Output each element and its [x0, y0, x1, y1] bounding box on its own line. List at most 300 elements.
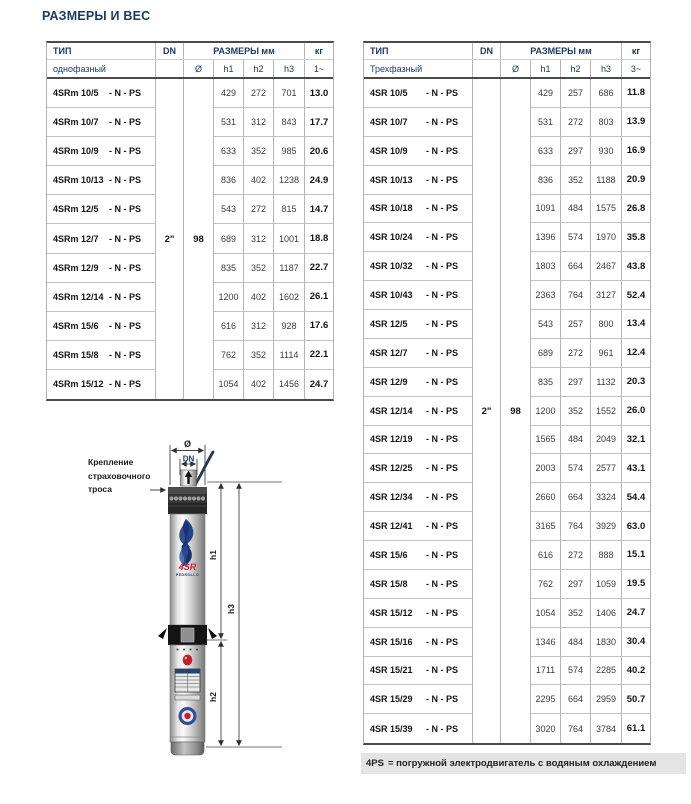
certification-emblem: [179, 707, 197, 725]
cell-h1: 2295: [531, 685, 561, 714]
cell-weight: 26.1: [305, 283, 333, 312]
h2-label: h2: [208, 692, 218, 702]
model-suffix: - N - PS: [426, 116, 459, 127]
table-row: [364, 570, 650, 599]
col-subheader-diameter: Ø: [501, 60, 531, 77]
cell-h1: 762: [531, 570, 561, 599]
cell-type: [364, 628, 473, 657]
cell-h3: 1602: [274, 283, 305, 312]
col-header-type: ТИП: [47, 43, 156, 59]
model-suffix: - N - PS: [426, 232, 459, 243]
model-code: 4SR 15/8: [370, 578, 408, 589]
footnote-text: = погружной электродвигатель с водяным охлаждением: [387, 758, 657, 769]
cell-h1: 835: [214, 254, 244, 283]
cell-h2: 312: [244, 224, 274, 253]
model-code: 4SR 12/5: [370, 318, 408, 329]
model-suffix: - N - PS: [426, 723, 459, 734]
cell-h1: 1091: [531, 195, 561, 224]
cell-type: [364, 368, 473, 397]
cell-diameter: [501, 454, 531, 483]
pump-head: [168, 487, 207, 514]
motor-label-strip: [175, 695, 200, 700]
cell-dn: [473, 339, 501, 368]
cell-weight: 22.1: [305, 341, 333, 370]
cell-h3: 1575: [591, 195, 622, 224]
col-header-dimensions: РАЗМЕРЫ мм: [184, 43, 305, 59]
table-row: [364, 137, 650, 166]
table-row: [47, 166, 333, 195]
cell-diameter: [501, 714, 531, 743]
brand-text: 4SR: [178, 562, 197, 572]
cell-type: [47, 137, 156, 166]
cell-h2: 664: [561, 685, 591, 714]
cell-diameter: [184, 137, 214, 166]
table-body: [364, 79, 650, 743]
model-code: 4SR 12/9: [370, 376, 408, 387]
table-row: [47, 195, 333, 224]
cell-h3: 815: [274, 195, 305, 224]
model-code: 4SR 15/39: [370, 723, 413, 734]
cell-h1: 1711: [531, 657, 561, 686]
cell-h1: 835: [531, 368, 561, 397]
cell-diameter: [501, 657, 531, 686]
cell-type: [364, 599, 473, 628]
cell-h2: 312: [244, 108, 274, 137]
cell-diameter: [501, 339, 531, 368]
cell-dn: [473, 368, 501, 397]
cell-h3: 1830: [591, 628, 622, 657]
table-row: [364, 368, 650, 397]
cell-h2: 352: [244, 341, 274, 370]
cell-h3: 843: [274, 108, 305, 137]
model-suffix: - N - PS: [109, 88, 142, 99]
cell-weight: 11.8: [622, 79, 650, 108]
cell-h3: 1406: [591, 599, 622, 628]
model-code: 4SRm 15/6: [53, 320, 99, 331]
model-suffix: - N - PS: [426, 318, 459, 329]
col-subheader-empty: [156, 60, 184, 77]
table-row: [364, 281, 650, 310]
safety-cable-label: Крепление страховочного троса: [88, 457, 151, 495]
col-header-type: ТИП: [364, 43, 473, 59]
cell-dn: [156, 283, 184, 312]
cell-type: [47, 370, 156, 399]
cell-diameter: [501, 137, 531, 166]
cell-diameter: [501, 599, 531, 628]
motor-body: [170, 645, 205, 742]
cell-diameter: [184, 195, 214, 224]
col-subheader-h3: h3: [274, 60, 305, 77]
table-row: [364, 79, 650, 108]
model-code: 4SR 15/16: [370, 636, 413, 647]
model-code: 4SR 12/25: [370, 463, 413, 474]
cell-dn: [473, 512, 501, 541]
cell-dn: [473, 685, 501, 714]
table-row: [47, 312, 333, 341]
cell-h2: 272: [561, 339, 591, 368]
col-subheader-phase-symbol: 3~: [630, 63, 642, 74]
cell-h3: 1456: [274, 370, 305, 399]
table-row: [364, 166, 650, 195]
model-suffix: - N - PS: [426, 492, 459, 503]
model-suffix: - N - PS: [109, 349, 142, 360]
cell-h2: 764: [561, 714, 591, 743]
cell-diameter: [184, 108, 214, 137]
cell-h1: 1565: [531, 426, 561, 455]
cell-diameter: [501, 628, 531, 657]
cell-h1: 429: [531, 79, 561, 108]
cell-weight: 30.4: [622, 628, 650, 657]
cell-diameter: [501, 541, 531, 570]
cell-h1: 836: [531, 166, 561, 195]
cell-h2: 297: [561, 368, 591, 397]
cell-dn: 2": [473, 397, 501, 426]
model-suffix: - N - PS: [426, 174, 459, 185]
cell-weight: 32.1: [622, 426, 650, 455]
model-suffix: - N - PS: [109, 291, 142, 302]
cell-h2: 352: [561, 166, 591, 195]
model-code: 4SR 10/9: [370, 145, 408, 156]
table-row: [364, 252, 650, 281]
cell-dn: [473, 570, 501, 599]
model-suffix: - N - PS: [426, 636, 459, 647]
cell-h3: 1188: [591, 166, 622, 195]
cell-weight: 63.0: [622, 512, 650, 541]
cell-h3: 2467: [591, 252, 622, 281]
cell-type: [364, 714, 473, 743]
cell-h1: 531: [214, 108, 244, 137]
table-row: [364, 657, 650, 686]
cell-type: [47, 166, 156, 195]
col-header-weight: кг: [314, 46, 324, 56]
table-row: [364, 714, 650, 743]
table-row: [364, 454, 650, 483]
table-row: [364, 397, 650, 426]
cell-h3: 3929: [591, 512, 622, 541]
cell-h3: 888: [591, 541, 622, 570]
cell-dn: [473, 657, 501, 686]
model-suffix: - N - PS: [109, 117, 142, 128]
cell-weight: 24.7: [309, 378, 329, 390]
model-suffix: - N - PS: [109, 146, 142, 157]
table-row: [47, 108, 333, 137]
cell-dn: [473, 79, 501, 108]
model-code: 4SR 12/14: [370, 405, 413, 416]
model-suffix: - N - PS: [426, 607, 459, 618]
dn-label: DN: [182, 454, 195, 464]
model-code: 4SR 12/7: [370, 347, 408, 358]
cell-diameter: [184, 341, 214, 370]
model-code: 4SR 15/29: [370, 694, 413, 705]
cell-type: [47, 254, 156, 283]
cell-h1: 616: [531, 541, 561, 570]
motor-logo-red: [183, 655, 193, 666]
cell-h3: 1114: [274, 341, 305, 370]
cell-h2: 574: [561, 223, 591, 252]
cell-diameter: [501, 252, 531, 281]
cell-dn: [156, 312, 184, 341]
cell-diameter: [184, 312, 214, 341]
cell-diameter: [501, 223, 531, 252]
cell-weight: 22.7: [305, 254, 333, 283]
cell-weight: 20.3: [622, 368, 650, 397]
cell-dn: [473, 483, 501, 512]
pump-illustration: [80, 435, 290, 785]
cell-weight: 50.7: [622, 685, 650, 714]
model-suffix: - N - PS: [426, 405, 459, 416]
cell-dn: [473, 714, 501, 743]
table-row: [364, 310, 650, 339]
cell-h1: 3020: [531, 714, 561, 743]
cell-h3: 2049: [591, 426, 622, 455]
cell-dn: [473, 599, 501, 628]
model-code: 4SR 10/18: [370, 203, 413, 214]
col-header-dn: DN: [156, 43, 184, 59]
footnote-code: 4PS: [366, 758, 384, 769]
model-suffix: - N - PS: [426, 87, 459, 98]
cell-h2: 764: [561, 281, 591, 310]
model-code: 4SR 10/43: [370, 290, 413, 301]
cell-weight: 35.8: [622, 223, 650, 252]
cell-type: [364, 281, 473, 310]
model-suffix: - N - PS: [109, 204, 142, 215]
model-suffix: - N - PS: [426, 578, 459, 589]
cell-dn: [473, 137, 501, 166]
cell-h2: 272: [244, 79, 274, 108]
table-row: [364, 512, 650, 541]
cell-type: [364, 685, 473, 714]
cell-weight: 15.1: [622, 541, 650, 570]
model-code: 4SRm 10/13: [53, 175, 104, 186]
model-code: 4SR 10/24: [370, 232, 413, 243]
col-subheader-phase: однофазный: [47, 60, 156, 77]
cell-h3: 3127: [591, 281, 622, 310]
col-subheader-h2: h2: [244, 60, 274, 77]
cell-h1: 543: [531, 310, 561, 339]
model-suffix: - N - PS: [109, 262, 142, 273]
cell-dn: [473, 195, 501, 224]
cell-weight: 26.8: [622, 195, 650, 224]
cell-h3: 701: [274, 79, 305, 108]
cell-h1: 616: [214, 312, 244, 341]
cell-dn: [473, 541, 501, 570]
model-code: 4SRm 10/7: [53, 117, 99, 128]
cell-h2: 484: [561, 195, 591, 224]
model-suffix: - N - PS: [426, 203, 459, 214]
table-row: [364, 541, 650, 570]
col-header-dn: DN: [473, 43, 501, 59]
cell-h2: 402: [244, 283, 274, 312]
cell-h1: 1054: [214, 370, 244, 399]
cell-h1: 1200: [214, 283, 244, 312]
cell-weight: 20.9: [622, 166, 650, 195]
cell-type: [364, 339, 473, 368]
model-code: 4SR 12/41: [370, 521, 413, 532]
cell-type: [47, 224, 156, 253]
cell-diameter: [184, 166, 214, 195]
cell-weight: 17.7: [305, 108, 333, 137]
cell-type: [364, 570, 473, 599]
cell-h3: 3324: [591, 483, 622, 512]
cell-h1: 531: [531, 108, 561, 137]
cell-h1: 689: [214, 224, 244, 253]
cell-dn: [473, 281, 501, 310]
cell-h2: 764: [561, 512, 591, 541]
cell-type: [364, 79, 473, 108]
cell-type: [364, 454, 473, 483]
cell-weight: 12.4: [622, 339, 650, 368]
cell-diameter: 98: [184, 224, 214, 253]
cell-h2: 402: [244, 370, 274, 399]
cell-diameter: [501, 310, 531, 339]
cell-h3: 1552: [591, 397, 622, 426]
cell-type: [47, 195, 156, 224]
cell-h2: 352: [561, 397, 591, 426]
h3-label: h3: [226, 604, 236, 614]
cell-type: [364, 512, 473, 541]
col-subheader-h1: h1: [531, 60, 561, 77]
cell-h3: 800: [591, 310, 622, 339]
cell-diameter: [501, 426, 531, 455]
cell-weight: 61.1: [626, 723, 646, 735]
table-row: [47, 370, 333, 399]
model-suffix: - N - PS: [426, 521, 459, 532]
cell-type: [364, 195, 473, 224]
cell-diameter: [501, 166, 531, 195]
cell-dn: [473, 310, 501, 339]
cell-dn: [473, 166, 501, 195]
cell-h2: 272: [561, 541, 591, 570]
cell-h3: 2285: [591, 657, 622, 686]
cell-diameter: [501, 512, 531, 541]
cell-weight: 18.8: [305, 224, 333, 253]
cell-diameter: [184, 79, 214, 108]
col-subheader-h3: h3: [591, 60, 622, 77]
cell-diameter: [501, 195, 531, 224]
cell-weight: 43.1: [622, 454, 650, 483]
cell-h3: 961: [591, 339, 622, 368]
cell-h2: 352: [244, 254, 274, 283]
cell-weight: 13.0: [305, 79, 333, 108]
cell-h2: 297: [561, 570, 591, 599]
model-code: 4SR 12/19: [370, 434, 413, 445]
cell-diameter: [184, 370, 214, 399]
cell-h1: 2363: [531, 281, 561, 310]
table-row: [364, 108, 650, 137]
col-header-weight: кг: [631, 46, 641, 56]
col-subheader-phase: Трехфазный: [364, 60, 473, 77]
cell-h3: 3784: [591, 714, 622, 743]
model-suffix: - N - PS: [426, 665, 459, 676]
nameplate: [175, 669, 200, 692]
dia-label: Ø: [183, 439, 192, 449]
cell-h2: 257: [561, 79, 591, 108]
table-row: [364, 599, 650, 628]
cell-weight: 43.8: [622, 252, 650, 281]
cell-h3: 1132: [591, 368, 622, 397]
model-suffix: - N - PS: [426, 694, 459, 705]
cell-weight: 26.0: [622, 397, 650, 426]
cell-h3: 1970: [591, 223, 622, 252]
table-row: [364, 195, 650, 224]
model-suffix: - N - PS: [109, 175, 142, 186]
cell-type: [364, 397, 473, 426]
cell-h1: 3165: [531, 512, 561, 541]
cell-dn: [156, 370, 184, 399]
cell-type: [364, 137, 473, 166]
cell-dn: [156, 254, 184, 283]
model-code: 4SRm 12/5: [53, 204, 99, 215]
cell-h2: 664: [561, 483, 591, 512]
model-suffix: - N - PS: [426, 145, 459, 156]
cell-diameter: [501, 108, 531, 137]
model-suffix: - N - PS: [426, 290, 459, 301]
col-subheader-diameter: Ø: [184, 60, 214, 77]
cell-type: [47, 79, 156, 108]
table-row: [47, 224, 333, 253]
cell-h1: 543: [214, 195, 244, 224]
model-suffix: - N - PS: [426, 347, 459, 358]
cell-weight: 13.4: [622, 310, 650, 339]
cell-type: [364, 426, 473, 455]
cell-h2: 272: [561, 108, 591, 137]
table-row: [47, 137, 333, 166]
cell-dn: [156, 195, 184, 224]
cell-weight: 54.4: [622, 483, 650, 512]
cell-diameter: [184, 254, 214, 283]
cell-h3: 928: [274, 312, 305, 341]
cell-h3: 1001: [274, 224, 305, 253]
model-code: 4SRm 12/7: [53, 233, 99, 244]
cell-h1: 2660: [531, 483, 561, 512]
model-code: 4SR 10/32: [370, 261, 413, 272]
model-code: 4SRm 15/8: [53, 349, 99, 360]
model-code: 4SR 15/21: [370, 665, 413, 676]
cell-type: [364, 657, 473, 686]
model-code: 4SR 12/34: [370, 492, 413, 503]
model-code: 4SRm 15/12: [53, 379, 104, 390]
model-code: 4SRm 10/9: [53, 146, 99, 157]
cell-h2: 312: [244, 312, 274, 341]
table-row: [364, 685, 650, 714]
cell-dn: [473, 426, 501, 455]
model-code: 4SR 15/12: [370, 607, 413, 618]
table-row: [47, 254, 333, 283]
cell-h1: 1396: [531, 223, 561, 252]
coupling-band: [158, 625, 217, 645]
model-code: 4SR 10/5: [370, 87, 408, 98]
page-title: РАЗМЕРЫ И ВЕС: [42, 9, 151, 23]
cell-h1: 633: [214, 137, 244, 166]
cell-h2: 574: [561, 657, 591, 686]
cell-weight: 13.9: [622, 108, 650, 137]
cell-dn: [156, 166, 184, 195]
cell-h3: 803: [591, 108, 622, 137]
cell-dn: [473, 223, 501, 252]
model-code: 4SR 10/13: [370, 174, 413, 185]
cell-type: [364, 252, 473, 281]
cell-type: [364, 223, 473, 252]
table-row: [47, 283, 333, 312]
cell-weight: 17.6: [305, 312, 333, 341]
cell-weight: 16.9: [622, 137, 650, 166]
cell-diameter: [501, 570, 531, 599]
cell-h2: 272: [244, 195, 274, 224]
power-cable: [195, 452, 213, 485]
cell-dn: [156, 341, 184, 370]
cell-weight: 20.6: [305, 137, 333, 166]
model-code: 4SRm 10/5: [53, 88, 99, 99]
